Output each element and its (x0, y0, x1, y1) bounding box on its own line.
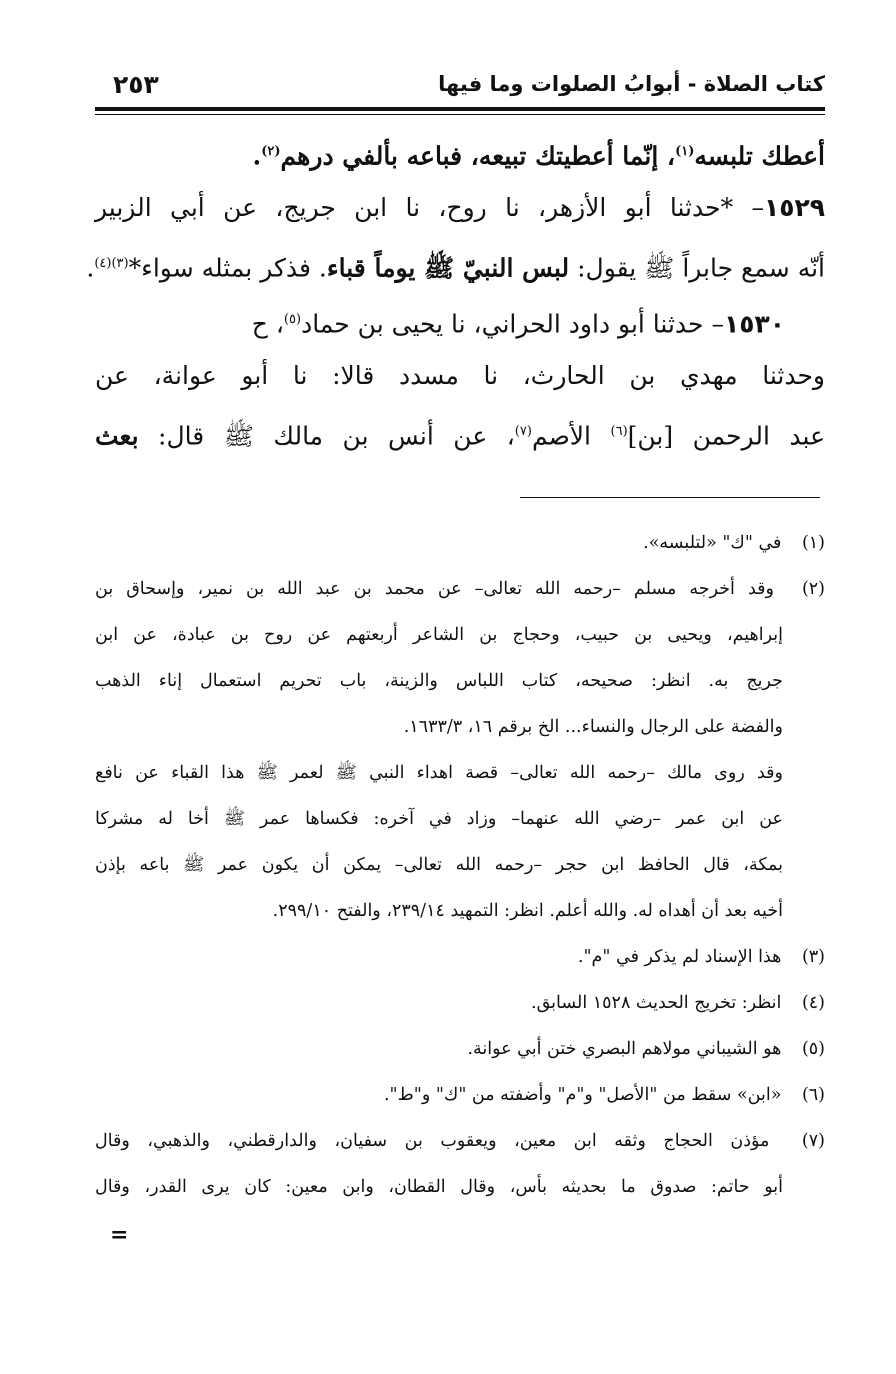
footnote-ref-3-4: (٣)(٤) (94, 256, 129, 271)
hadith-1530-chain-2: وحدثنا مهدي بن الحارث، نا مسدد قالا: نا أبو عوانة، عن (95, 361, 825, 390)
footnote-2 (95, 566, 825, 612)
footnote-text: هذا الإسناد لم يذكر في "م". (577, 947, 782, 967)
footnote-number: (٣) (801, 947, 825, 967)
line6-bold-word: بعث (95, 421, 139, 451)
footnote-ref-7: (٧) (514, 424, 532, 439)
footnote-text: وقد أخرجه مسلم –رحمه الله تعالى– عن محمد بن عبد الله بن نمير، وإسحاق بن (95, 579, 774, 599)
footnote-2-line: بمكة، قال الحافظ ابن حجر –رحمه الله تعالى– يمكن أن يكون عمر ﷺ باعه بإذن (95, 855, 783, 875)
hadith-1529-chain: – *حدثنا أبو الأزهر، نا روح، نا ابن جريج، عن أبي الزبير (95, 193, 764, 222)
main-text (86, 124, 825, 460)
footnote-text: هو الشيباني مولاهم البصري ختن أبي عوانة. (467, 1039, 782, 1059)
hadith-number-1529: ١٥٢٩ (763, 193, 825, 222)
footnotes (95, 520, 825, 1210)
header-rule-thick (95, 107, 825, 111)
page-number: ٢٥٣ (113, 70, 159, 99)
hadith-1529-line-1 (95, 180, 825, 236)
footnote-4 (95, 980, 825, 1026)
footnote-separator (520, 497, 820, 498)
footnote-number: (٧) (801, 1131, 825, 1151)
hadith-number-1530: ١٥٣٠ (723, 309, 785, 339)
hadith-1529-part-c: . فذكر بمثله سواء* (128, 253, 327, 283)
hadith-1530-line-1 (95, 292, 825, 348)
line1-end: . (252, 141, 262, 171)
footnote-text: مؤذن الحجاج وثقه ابن معين، ويعقوب بن سفيان، والدارقطني، والذهبي، وقال (95, 1131, 770, 1151)
line1-middle: ، إنّما أعطيتك تبيعه، فباعه بألفي درهم (280, 141, 676, 171)
footnote-3 (95, 934, 825, 980)
line6-part-a: عبد الرحمن [بن] (627, 421, 825, 451)
hadith-1529-part-a: أنّه سمع جابراً ﷺ يقول: (569, 253, 825, 283)
footnote-2-line: وقد روى مالك –رحمه الله تعالى– قصة اهداء النبي ﷺ لعمر ﷺ هذا القباء عن نافع (95, 763, 783, 783)
footnote-ref-6: (٦) (610, 424, 628, 439)
hadith-1530-line-3 (95, 404, 825, 460)
footnote-number: (٥) (801, 1039, 825, 1059)
footnote-number: (١) (801, 533, 825, 553)
footnote-text: انظر: تخريج الحديث ١٥٢٨ السابق. (531, 993, 782, 1013)
footnote-ref-2: (٢) (261, 144, 281, 159)
hadith-1529-line-2 (86, 236, 825, 292)
line6-part-c: ، عن أنس بن مالك ﷺ قال: (138, 421, 515, 451)
footnote-number: (٢) (801, 579, 825, 599)
footnote-text: «ابن» سقط من "الأصل" و"م" وأضفته من "ك" و"ط". (383, 1085, 782, 1105)
footnote-ref-1: (١) (675, 144, 695, 159)
footnote-2-line: جريج به. انظر: صحيحه، كتاب اللباس والزينة، باب تحريم استعمال إناء الذهب (95, 671, 783, 691)
footnote-text: في "ك" «لتلبسه». (643, 533, 782, 553)
text-line-1 (95, 124, 825, 180)
hadith-1530-line-2 (95, 348, 825, 404)
footnote-2-line: عن ابن عمر –رضي الله عنهما– وزاد في آخره: فكساها عمر ﷺ أخا له مشركا (95, 809, 783, 829)
footnote-5 (95, 1026, 825, 1072)
footnote-number: (٤) (801, 993, 825, 1013)
continuation-mark: = (110, 1222, 129, 1248)
header-title: كتاب الصلاة - أبوابُ الصلوات وما فيها (438, 72, 825, 96)
footnote-6 (95, 1072, 825, 1118)
hadith-1529-end: . (86, 253, 95, 283)
footnote-2-line: أخيه بعد أن أهداه له. والله أعلم. انظر: التمهيد ٢٣٩/١٤، والفتح ٢٩٩/١٠. (272, 901, 783, 921)
running-header (95, 70, 825, 104)
footnote-7 (95, 1118, 825, 1164)
hadith-1530-chain: – حدثنا أبو داود الحراني، نا يحيى بن حماد (301, 309, 724, 339)
footnote-7-line: أبو حاتم: صدوق ما بحديثه بأس، وقال القطان، وابن معين: كان يرى القدر، وقال (95, 1177, 783, 1197)
footnote-2-line: إبراهيم، ويحيى بن حبيب، وحجاج بن الشاعر أربعتهم عن روح بن عبادة، عن ابن (95, 625, 783, 645)
line6-part-b: الأصم (531, 421, 611, 451)
hadith-1530-end: ، ح (251, 309, 284, 339)
hadith-1529-matn: لبس النبيّ ﷺ يوماً قباء (326, 253, 570, 283)
header-rule-thin (95, 114, 825, 115)
footnote-number: (٦) (801, 1085, 825, 1105)
footnote-2-line: والفضة على الرجال والنساء... الخ برقم ١٦، ١٦٣٣/٣. (403, 717, 783, 737)
footnote-ref-5: (٥) (283, 312, 302, 327)
line1-start: أعطك تلبسه (694, 141, 825, 171)
footnote-1 (95, 520, 825, 566)
